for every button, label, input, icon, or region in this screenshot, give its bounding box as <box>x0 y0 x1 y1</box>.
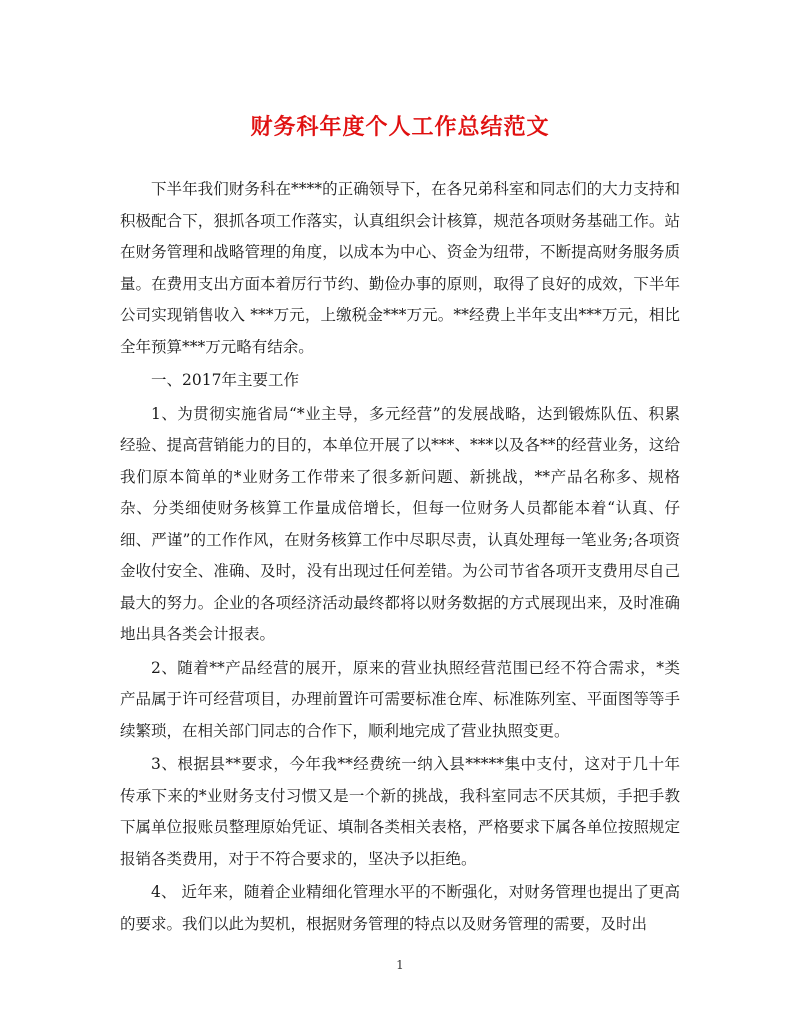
document-title: 财务科年度个人工作总结范文 <box>250 114 550 140</box>
section-heading: 一、2017年主要工作 <box>151 371 299 389</box>
paragraph-item-4: 4、 近年来，随着企业精细化管理水平的不断强化，对财务管理也提出了更高的要求。我们以此为契机，根据财务管理的特点以及财务管理的需要，及时出 <box>120 883 680 933</box>
paragraph-item-3: 3、根据县**要求，今年我**经费统一纳入县*****集中支付，这对于几十年传承下来的*业财务支付习惯又是一个新的挑战，我科室同志不厌其烦，手把手教下属单位报账员整理原始凭证、填制各类相关表格，严格要求下属各单位按照规定报销各类费用，对于不符合要求的，坚决予以拒绝。 <box>120 755 680 868</box>
document-body <box>120 174 680 942</box>
paragraph-intro: 下半年我们财务科在****的正确领导下，在各兄弟科室和同志们的大力支持和积极配合下，狠抓各项工作落实，认真组织会计核算，规范各项财务基础工作。站在财务管理和战略管理的角度，以成本为中心、资金为纽带，不断提高财务服务质量。在费用支出方面本着厉行节约、勤俭办事的原则，取得了良好的成效，下半年公司实现销售收入 ***万元，上缴税金***万元。**经费上半年支出***万元，相比全年预算***万元略有结余。 <box>120 180 680 356</box>
paragraph-item-1: 1、为贯彻实施省局“*业主导，多元经营”的发展战略，达到锻炼队伍、积累经验、提高营销能力的目的，本单位开展了以***、***以及各**的经营业务，这给我们原本简单的*业财务工作带来了很多新问题、新挑战，**产品名称多、规格杂、分类细使财务核算工作量成倍增长，但每一位财务人员都能本着“认真、仔细、严谨”的工作作风，在财务核算工作中尽职尽责，认真处理每一笔业务;各项资金收付安全、准确、及时，没有出现过任何差错。为公司节省各项开支费用尽自己最大的努力。企业的各项经济活动最终都将以财务数据的方式展现出来，及时准确地出具各类会计报表。 <box>120 404 680 643</box>
page-number: 1 <box>396 958 404 972</box>
paragraph-item-2: 2、随着**产品经营的展开，原来的营业执照经营范围已经不符合需求，*类产品属于许可经营项目，办理前置许可需要标准仓库、标准陈列室、平面图等等手续繁琐，在相关部门同志的合作下，顺利地完成了营业执照变更。 <box>120 658 680 740</box>
